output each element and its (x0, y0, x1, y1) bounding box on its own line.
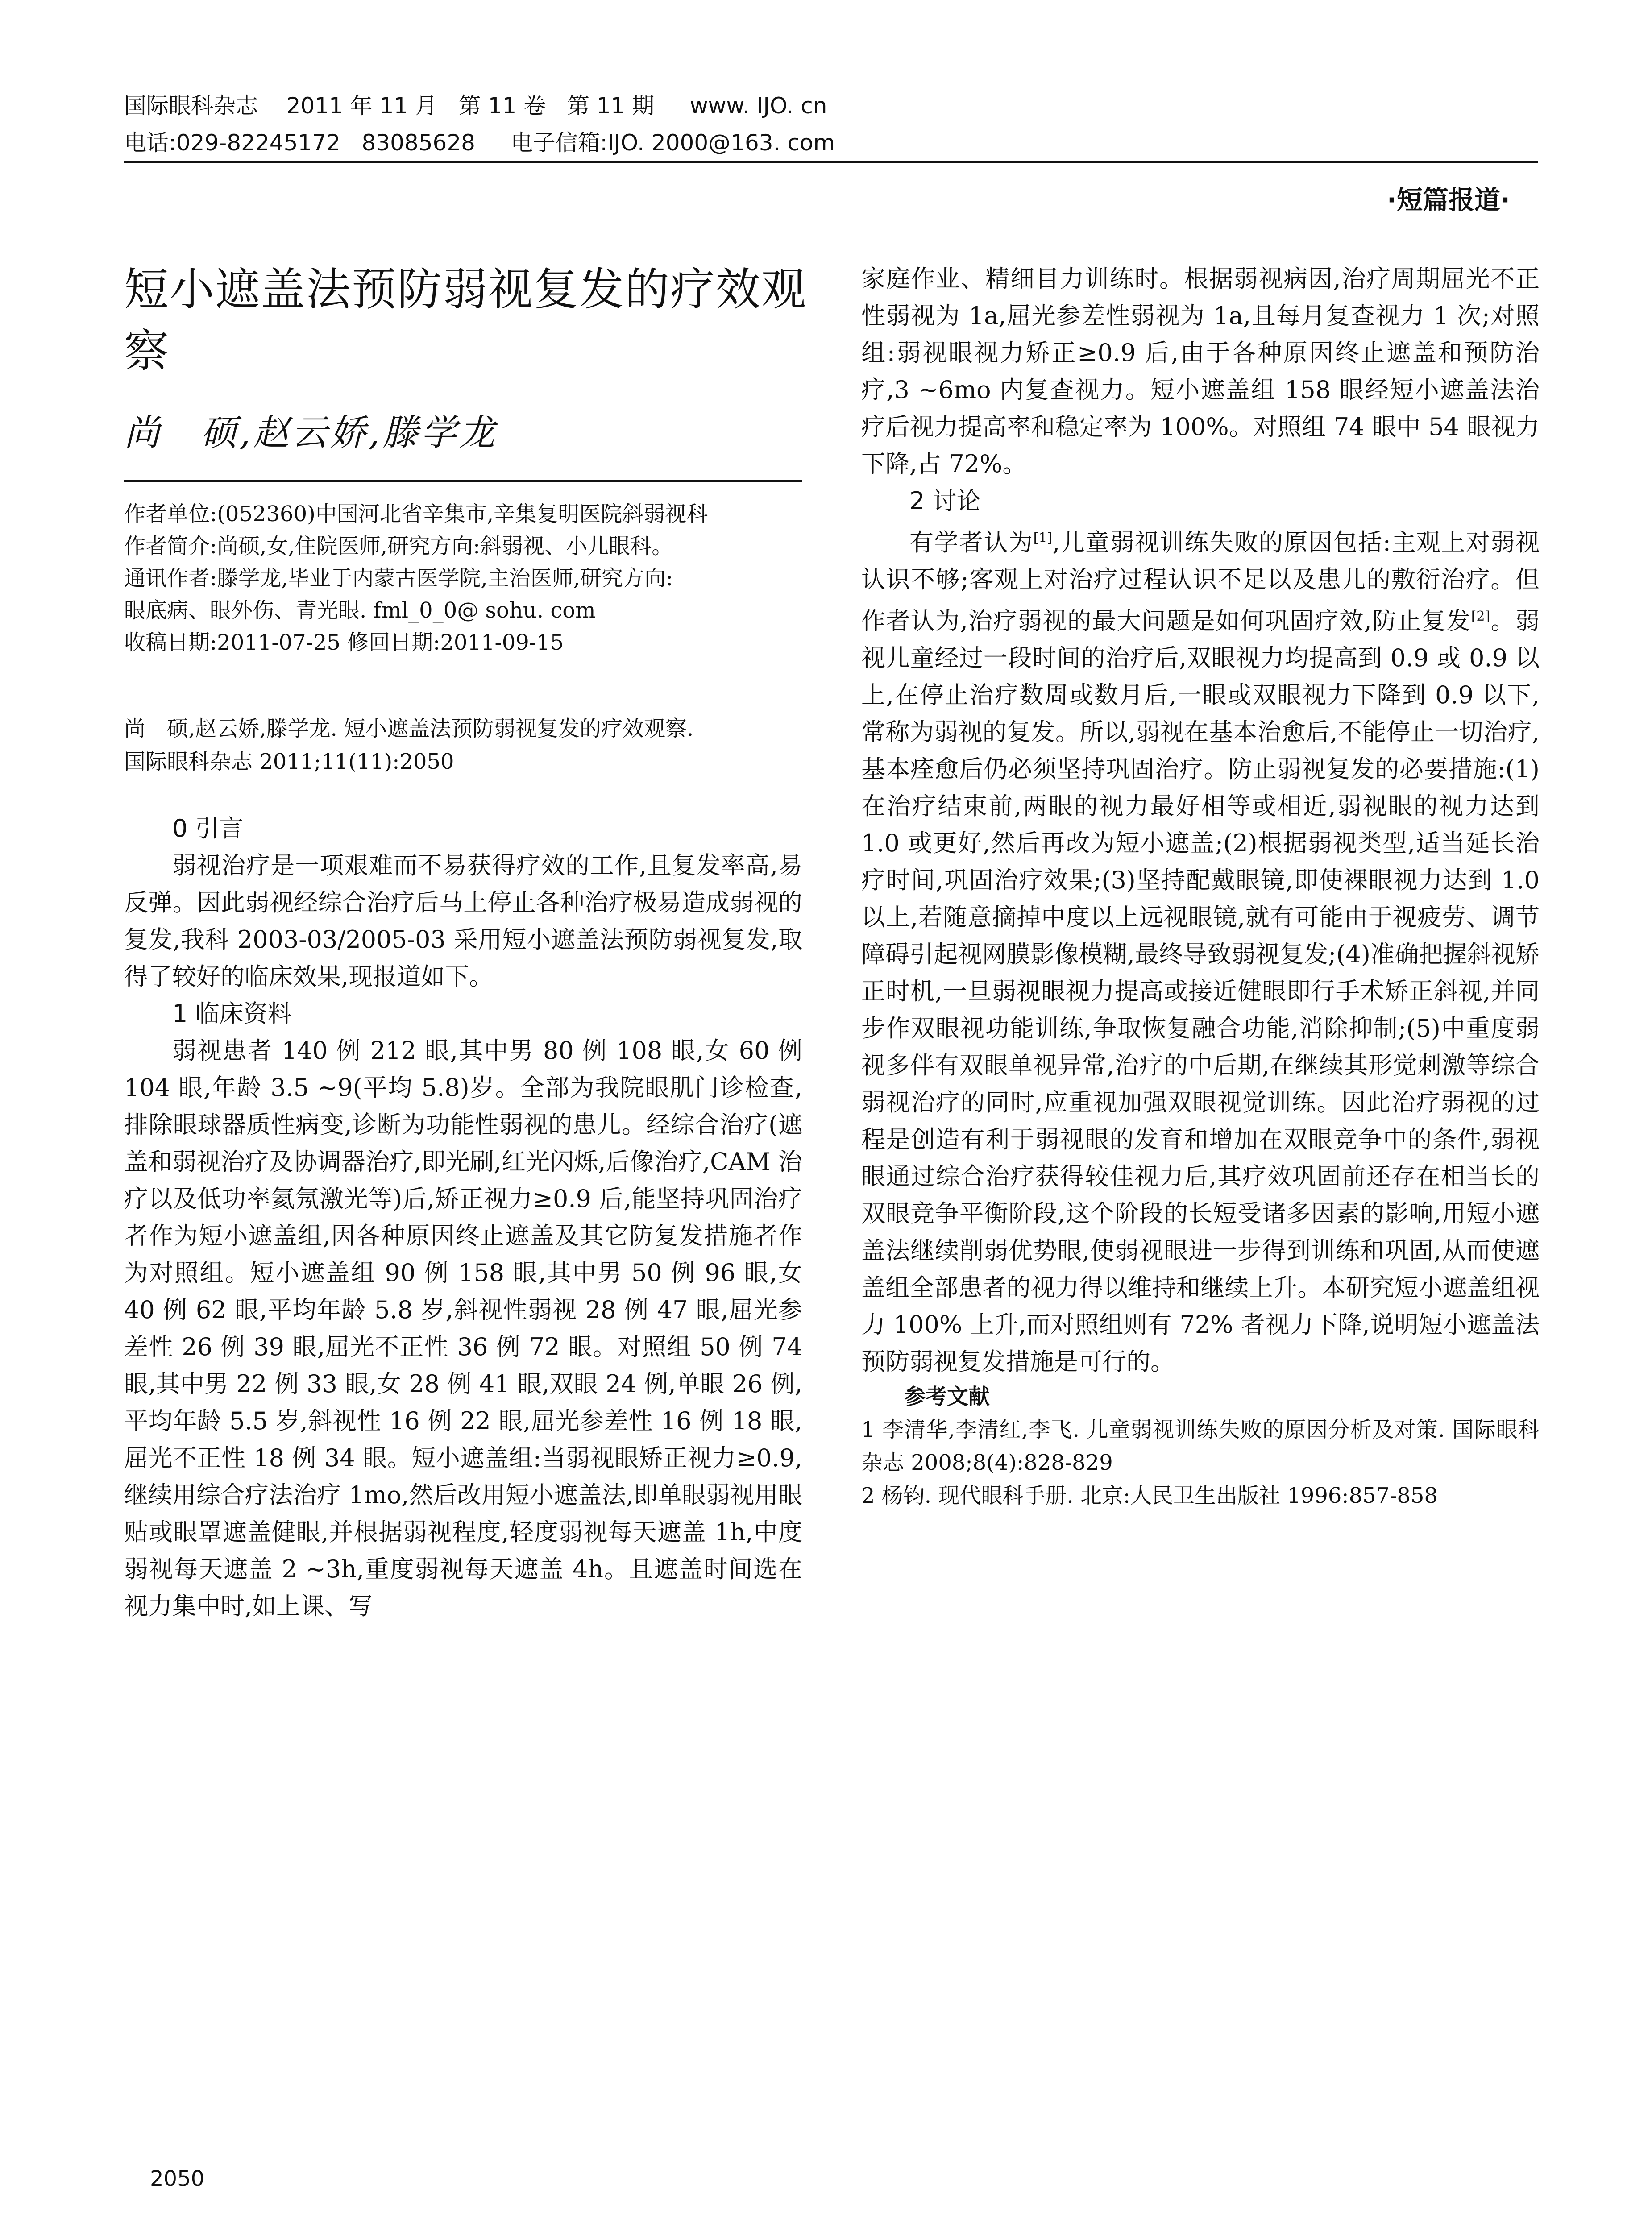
header-rule (124, 161, 1538, 163)
intro-paragraph: 弱视治疗是一项艰难而不易获得疗效的工作,且复发率高,易反弹。因此弱视经综合治疗后马上停止各种治疗极易造成弱视的复发,我科 2003-03/2005-03 采用短小遮盖法预防弱视复发,取得了较好的临床效果,现报道如下。 (124, 851, 802, 991)
article-title: 短小遮盖法预防弱视复发的疗效观察 (124, 263, 807, 377)
discussion-heading: 2 讨论 (909, 487, 981, 515)
citation-line-2: 国际眼科杂志 2011;11(11):2050 (124, 749, 454, 774)
page-number: 2050 (150, 2166, 205, 2191)
citation-line-1: 尚 硕,赵云娇,滕学龙. 短小遮盖法预防弱视复发的疗效观察. (124, 716, 694, 741)
discussion-paragraph (861, 519, 1540, 1380)
references-list (861, 1413, 1540, 1512)
reference-item: 2 杨钧. 现代眼科手册. 北京:人民卫生出版社 1996:857-858 (861, 1483, 1438, 1508)
corresponding-author-line: 通讯作者:滕学龙,毕业于内蒙古医学院,主治医师,研究方向: (124, 566, 673, 591)
intro-heading: 0 引言 (172, 814, 244, 842)
right-column-body (861, 260, 1540, 1512)
reference-marker-1[interactable]: [1] (1033, 530, 1053, 546)
title-rule (124, 480, 802, 482)
article-authors: 尚 硕,赵云娇,滕学龙 (124, 412, 498, 453)
clinical-heading: 1 临床资料 (172, 999, 292, 1028)
journal-header-line-2: 电话:029-82245172 83085628 电子信箱:IJO. 2000@163. com (124, 130, 835, 156)
clinical-paragraph: 弱视患者 140 例 212 眼,其中男 80 例 108 眼,女 60 例 104 眼,年龄 3.5 ~9(平均 5.8)岁。全部为我院眼肌门诊检查,排除眼球器质性病变,诊断为功能性弱视的患儿。经综合治疗(遮盖和弱视治疗及协调器治疗,即光刷,红光闪烁,后像治疗,CAM 治疗以及低功率氦氖激光等)后,矫正视力≥0.9 后,能坚持巩固治疗者作为短小遮盖组,因各种原因终止遮盖及其它防复发措施者作为对照组。短小遮盖组 90 例 158 眼,其中男 50 例 96 眼,女 40 例 62 眼,平均年龄 5.8 岁,斜视性弱视 28 例 47 眼,屈光参差性 26 例 39 眼,屈光不正性 36 例 72 眼。对照组 50 例 74 眼,其中男 22 例 33 眼,女 28 例 41 眼,双眼 24 例,单眼 26 例,平均年龄 5.5 岁,斜视性 16 例 22 眼,屈光参差性 16 例 18 眼,屈光不正性 18 例 34 眼。短小遮盖组:当弱视眼矫正视力≥0.9,继续用综合疗法治疗 1mo,然后改用短小遮盖法,即单眼弱视用眼贴或眼罩遮盖健眼,并根据弱视程度,轻度弱视每天遮盖 1h,中度弱视每天遮盖 2 ~3h,重度弱视每天遮盖 4h。且遮盖时间选在视力集中时,如上课、写 (124, 1037, 802, 1620)
reference-item: 1 李清华,李清红,李飞. 儿童弱视训练失败的原因分析及对策. 国际眼科杂志 2008;8(4):828-829 (861, 1417, 1540, 1475)
author-info (124, 498, 811, 659)
section-tag: ·短篇报道· (1386, 185, 1510, 215)
author-bio-line: 作者简介:尚硕,女,住院医师,研究方向:斜弱视、小儿眼科。 (124, 534, 673, 559)
journal-header-line-1: 国际眼科杂志 2011 年 11 月 第 11 卷 第 11 期 www. IJO. cn (124, 93, 827, 119)
discussion-text-a: 有学者认为 (909, 528, 1034, 556)
discussion-text-b: ,儿童弱视训练失败的原因包括:主观上对弱视认识不够;客观上对治疗过程认识不足以及患儿的敷衍治疗。但作者认为,治疗弱视的最大问题是如何巩固疗效,防止复发 (861, 528, 1540, 635)
affiliation-line: 作者单位:(052360)中国河北省辛集市,辛集复明医院斜弱视科 (124, 502, 708, 527)
clinical-paragraph-continued: 家庭作业、精细目力训练时。根据弱视病因,治疗周期屈光不正性弱视为 1a,屈光参差性弱视为 1a,且每月复查视力 1 次;对照组:弱视眼视力矫正≥0.9 后,由于各种原因终止遮盖和预防治疗,3 ~6mo 内复查视力。短小遮盖组 158 眼经短小遮盖法治疗后视力提高率和稳定率为 100%。对照组 74 眼中 54 眼视力下降,占 72%。 (861, 265, 1540, 478)
corresponding-author-line-2: 眼底病、眼外伤、青光眼. fml_0_0@ sohu. com (124, 598, 596, 623)
dates-line: 收稿日期:2011-07-25 修回日期:2011-09-15 (124, 630, 564, 655)
citation-block (124, 712, 811, 778)
discussion-text-c: 。弱视儿童经过一段时间的治疗后,双眼视力均提高到 0.9 或 0.9 以上,在停止治疗数周或数月后,一眼或双眼视力下降到 0.9 以下,常称为弱视的复发。所以,弱视在基本治愈后,不能停止一切治疗,基本痊愈后仍必须坚持巩固治疗。防止弱视复发的必要措施:(1)在治疗结束前,两眼的视力最好相等或相近,弱视眼的视力达到 1.0 或更好,然后再改为短小遮盖;(2)根据弱视类型,适当延长治疗时间,巩固治疗效果;(3)坚持配戴眼镜,即使裸眼视力达到 1.0 以上,若随意摘掉中度以上远视眼镜,就有可能由于视疲劳、调节障碍引起视网膜影像模糊,最终导致弱视复发;(4)准确把握斜视矫正时机,一旦弱视眼视力提高或接近健眼即行手术矫正斜视,并同步作双眼视功能训练,争取恢复融合功能,消除抑制;(5)中重度弱视多伴有双眼单视异常,治疗的中后期,在继续其形觉刺激等综合弱视治疗的同时,应重视加强双眼视觉训练。因此治疗弱视的过程是创造有利于弱视眼的发育和增加在双眼竞争中的条件,弱视眼通过综合治疗获得较佳视力后,其疗效巩固前还存在相当长的双眼竞争平衡阶段,这个阶段的长短受诸多因素的影响,用短小遮盖法继续削弱优势眼,使弱视眼进一步得到训练和巩固,从而使遮盖组全部患者的视力得以维持和继续上升。本研究短小遮盖组视力 100% 上升,而对照组则有 72% 者视力下降,说明短小遮盖法预防弱视复发措施是可行的。 (861, 607, 1540, 1376)
reference-marker-2[interactable]: [2] (1471, 609, 1490, 624)
references-heading: 参考文献 (904, 1384, 990, 1409)
left-column-body (124, 810, 802, 1625)
